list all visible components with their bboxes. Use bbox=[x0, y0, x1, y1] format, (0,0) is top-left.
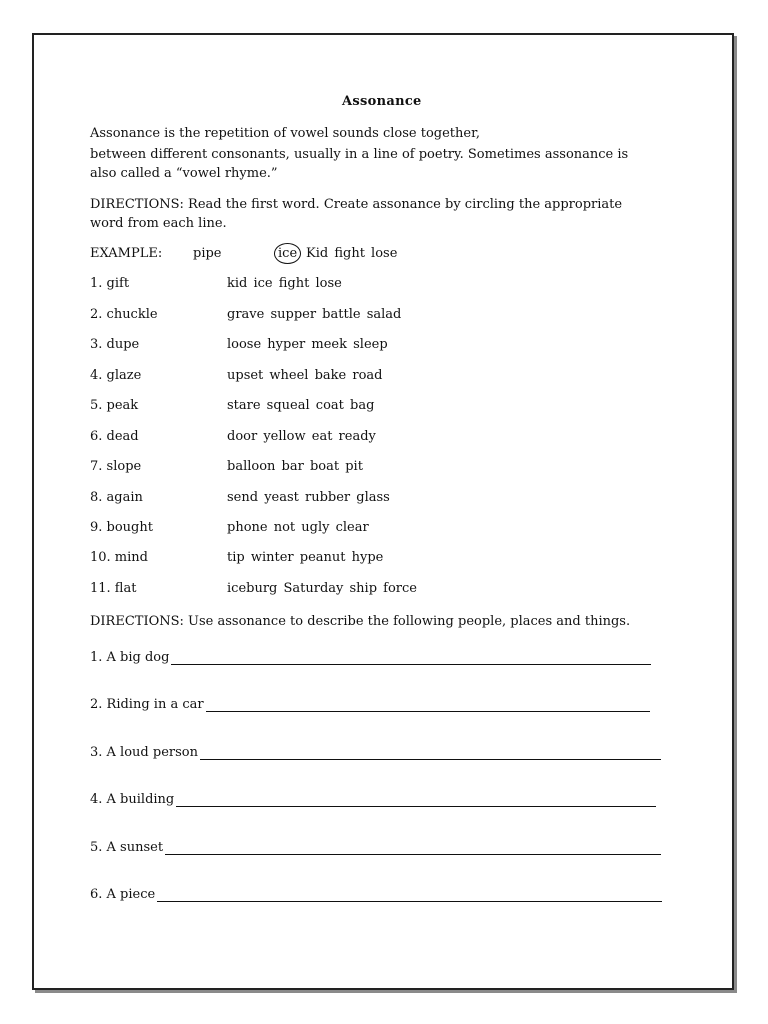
example-choices: Kid fight lose bbox=[306, 246, 398, 261]
item-number: 9. bought bbox=[90, 520, 153, 535]
item-number: 4. glaze bbox=[90, 368, 142, 383]
prompt-label: 6. A piece bbox=[90, 887, 156, 902]
prompt-label: 4. A building bbox=[90, 792, 175, 807]
answer-line[interactable] bbox=[176, 794, 656, 807]
intro-line-1: Assonance is the repetition of vowel sounds close together, bbox=[90, 126, 481, 141]
example-word: pipe bbox=[193, 246, 222, 261]
item-choices: tip winter peanut hype bbox=[227, 550, 384, 565]
example-circled-answer: ice bbox=[274, 243, 301, 264]
answer-line[interactable] bbox=[171, 652, 651, 665]
item-choices: loose hyper meek sleep bbox=[227, 337, 388, 352]
prompt-sunset bbox=[90, 840, 661, 855]
answer-line[interactable] bbox=[206, 699, 650, 712]
item-choices: upset wheel bake road bbox=[227, 368, 383, 383]
intro-line-3: also called a “vowel rhyme.” bbox=[90, 166, 278, 181]
item-number: 5. peak bbox=[90, 398, 139, 413]
answer-line[interactable] bbox=[200, 747, 661, 760]
item-number: 11. flat bbox=[90, 581, 137, 596]
example-label: EXAMPLE: bbox=[90, 246, 163, 261]
prompt-big-dog bbox=[90, 650, 651, 665]
answer-line[interactable] bbox=[165, 842, 661, 855]
directions-1-line-2: word from each line. bbox=[90, 216, 227, 231]
prompt-label: 3. A loud person bbox=[90, 745, 198, 760]
item-choices: kid ice fight lose bbox=[227, 276, 342, 291]
item-choices: door yellow eat ready bbox=[227, 429, 376, 444]
item-choices: balloon bar boat pit bbox=[227, 459, 363, 474]
directions-2: DIRECTIONS: Use assonance to describe the following people, places and things. bbox=[90, 614, 631, 629]
item-number: 2. chuckle bbox=[90, 307, 158, 322]
item-number: 1. gift bbox=[90, 276, 130, 291]
item-choices: iceburg Saturday ship force bbox=[227, 581, 417, 596]
page-title: Assonance bbox=[342, 94, 422, 109]
answer-line[interactable] bbox=[157, 889, 662, 902]
item-number: 8. again bbox=[90, 490, 143, 505]
item-choices: grave supper battle salad bbox=[227, 307, 402, 322]
item-choices: stare squeal coat bag bbox=[227, 398, 375, 413]
prompt-label: 2. Riding in a car bbox=[90, 697, 204, 712]
prompt-label: 5. A sunset bbox=[90, 840, 164, 855]
item-number: 6. dead bbox=[90, 429, 139, 444]
prompt-label: 1. A big dog bbox=[90, 650, 170, 665]
item-choices: send yeast rubber glass bbox=[227, 490, 390, 505]
directions-1-line-1: DIRECTIONS: Read the first word. Create assonance by circling the appropriate bbox=[90, 197, 623, 212]
item-number: 3. dupe bbox=[90, 337, 140, 352]
prompt-piece bbox=[90, 887, 662, 902]
prompt-building bbox=[90, 792, 656, 807]
intro-line-2: between different consonants, usually in a line of poetry. Sometimes assonance is bbox=[90, 147, 629, 162]
prompt-riding-car bbox=[90, 697, 650, 712]
item-number: 10. mind bbox=[90, 550, 148, 565]
example-row bbox=[0, 246, 768, 270]
prompt-loud-person bbox=[90, 745, 661, 760]
item-choices: phone not ugly clear bbox=[227, 520, 369, 535]
item-number: 7. slope bbox=[90, 459, 142, 474]
